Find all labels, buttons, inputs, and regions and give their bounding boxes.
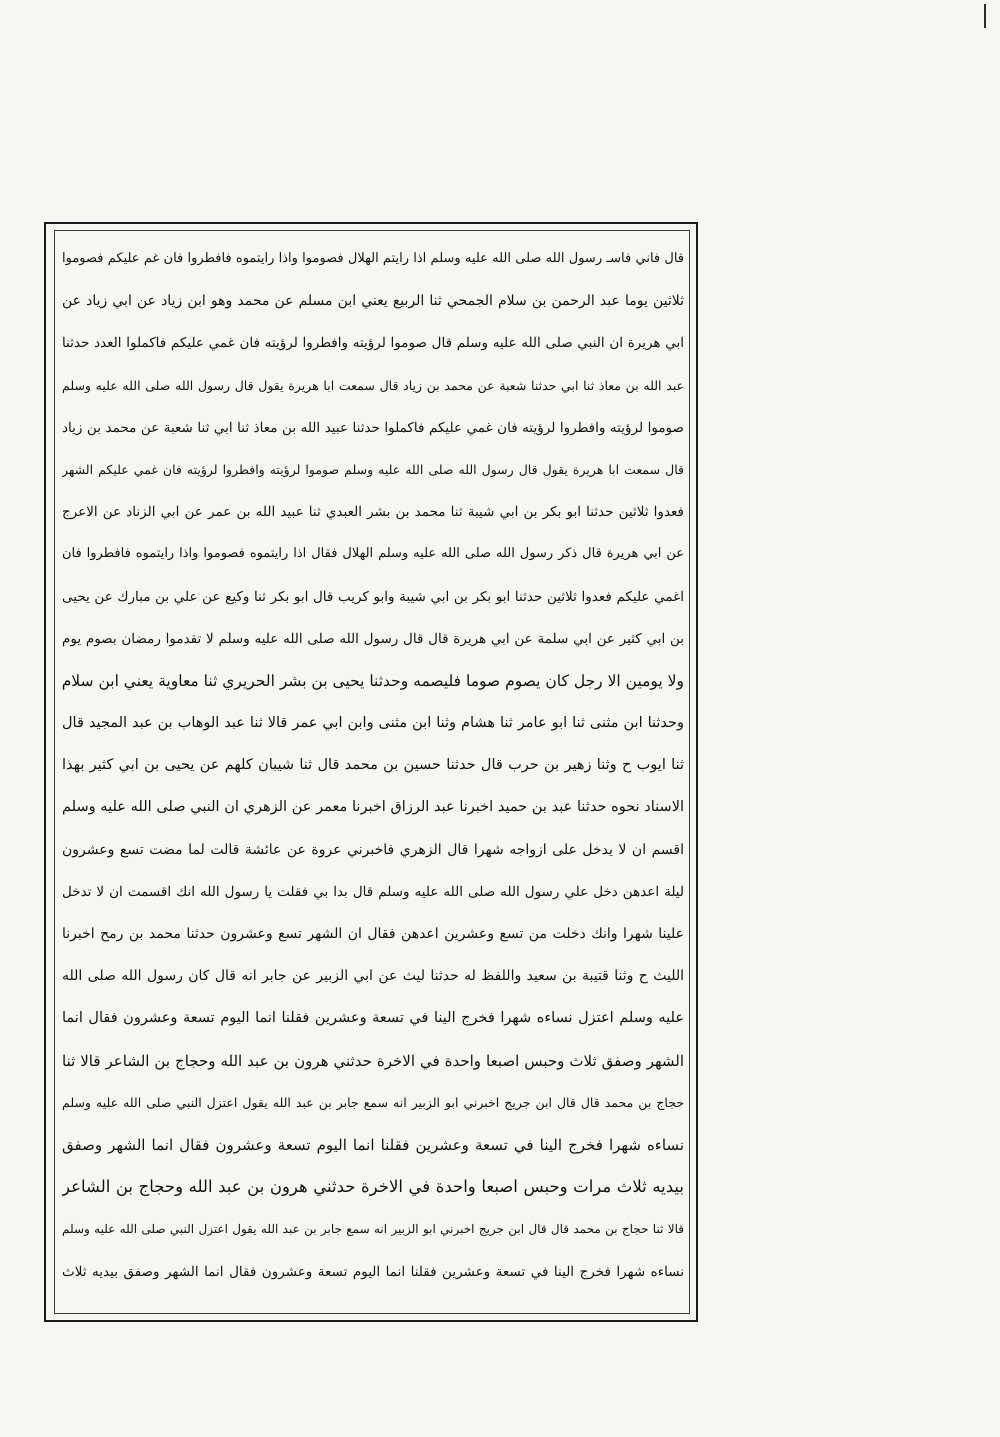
text-line-7: فعدوا ثلاثين حدثنا ابو بكر بن ابي شيبة ثنا محمد بن بشر العبدي ثنا عبيد الله بن عمر عن ابي الزناد عن الاعرج xyxy=(62,504,684,521)
text-line-3: ابي هريرة ان النبي صلى الله عليه وسلم قال صوموا لرؤيته وافطروا لرؤيته فان غمي عليكم فاكملوا العدد حدثنا xyxy=(62,335,684,352)
text-line-9: اغمي عليكم فعدوا ثلاثين حدثنا ابو بكر بن ابي شيبة وابو كريب قال ابو بكر ثنا وكيع عن علي بن مبارك عن يحيى xyxy=(62,588,684,605)
text-line-4: عبد الله بن معاذ ثنا ابي حدثنا شعبة عن محمد بن زياد قال سمعت ابا هريرة يقول قال رسول الله صلى الله عليه وسلم xyxy=(62,377,684,393)
text-line-1: قال فاني فاسـ رسول الله صلى الله عليه وسلم اذا رايتم الهلال فصوموا واذا رايتموه فافطروا فان غم عليكم فصوموا xyxy=(62,251,684,266)
text-line-23: بيديه ثلاث مرات وحبس اصبعا واحدة في الاخرة حدثني هرون بن عبد الله وحجاج بن الشاعر xyxy=(62,1177,684,1197)
text-line-21: حجاج بن محمد قال قال ابن جريج اخبرني ابو الزبير انه سمع جابر بن عبد الله يقول اعتزل النبي صلى الله عليه وسلم xyxy=(62,1094,684,1110)
text-line-11: ولا يومين الا رجل كان يصوم صوما فليصمه وحدثنا يحيى بن بشر الحريري ثنا معاوية يعني ابن سلام xyxy=(62,671,684,690)
text-line-15: اقسم ان لا يدخل على ازواجه شهرا قال الزهري فاخبرني عروة عن عائشة قالت لما مضت تسع وعشرون xyxy=(62,841,684,858)
text-line-2: ثلاثين يوما عبد الرحمن بن سلام الجمحي ثنا الربيع يعني ابن مسلم عن محمد وهو ابن زياد عن ابي زياد عن xyxy=(62,293,684,310)
text-line-24: قالا ثنا حجاج بن محمد قال قال ابن جريج اخبرني ابو الزبير انه سمع جابر بن عبد الله يقول اعتزل النبي صلى الله عليه وسلم xyxy=(62,1222,684,1237)
text-line-8: عن ابي هريرة قال ذكر رسول الله صلى الله عليه وسلم الهلال فقال اذا رايتموه فصوموا واذا رايتموه فافطروا فان xyxy=(62,546,684,562)
text-line-13: ثنا ايوب ح وثنا زهير بن حرب قال حدثنا حسين بن محمد قال ثنا شيبان كلهم عن يحيى بن ابي كثير بهذا xyxy=(62,757,684,774)
text-line-5: صوموا لرؤيته وافطروا لرؤيته فان غمي عليكم فاكملوا حدثنا عبيد الله بن معاذ ثنا ابي ثنا شعبة عن محمد بن زياد xyxy=(62,419,684,436)
text-line-19: عليه وسلم اعتزل نساءه شهرا فخرج الينا في تسعة وعشرين فقلنا انما اليوم تسعة وعشرون فقال انما xyxy=(62,1010,684,1027)
text-line-10: بن ابي كثير عن ابي سلمة عن ابي هريرة قال قال رسول الله صلى الله عليه وسلم لا تقدموا رمضان بصوم يوم xyxy=(62,630,684,647)
text-line-25: نساءه شهرا فخرج الينا في تسعة وعشرين فقلنا انما اليوم تسعة وعشرون فقال انما الشهر وصفق بيديه ثلاث xyxy=(62,1263,684,1280)
text-line-14: الاسناد نحوه حدثنا عبد بن حميد اخبرنا عبد الرزاق اخبرنا معمر عن الزهري ان النبي صلى الله عليه وسلم xyxy=(62,799,684,816)
text-line-16: ليلة اعدهن دخل علي رسول الله صلى الله عليه وسلم قال بدا بي فقلت يا رسول الله انك اقسمت ان لا تدخل xyxy=(62,883,684,900)
text-line-18: الليث ح وثنا قتيبة بن سعيد واللفظ له حدثنا ليث عن ابي الزبير عن جابر انه قال كان رسول الله صلى الله xyxy=(62,968,684,985)
text-line-12: وحدثنا ابن مثنى ثنا ابو عامر ثنا هشام وثنا ابن مثنى وابن ابي عمر قالا ثنا عبد الوهاب بن عبد المجيد قال xyxy=(62,715,684,732)
page-edge-mark xyxy=(974,4,986,28)
text-line-6: قال سمعت ابا هريرة يقول قال رسول الله صلى الله عليه وسلم صوموا لرؤيته وافطروا لرؤيته فان غمي عليكم الشهر xyxy=(62,461,684,477)
text-line-22: نساءه شهرا فخرج الينا في تسعة وعشرين فقلنا انما اليوم تسعة وعشرون فقال انما الشهر وصفق xyxy=(62,1135,684,1154)
manuscript-text-block xyxy=(62,238,684,1306)
text-line-20: الشهر وصفق ثلاث وحبس اصبعا واحدة في الاخرة حدثني هرون بن عبد الله وحجاج بن الشاعر قالا ثنا xyxy=(62,1051,684,1070)
text-line-17: علينا شهرا وانك دخلت من تسع وعشرين اعدهن فقال ان الشهر تسع وعشرون حدثنا محمد بن رمح اخبرنا xyxy=(62,926,684,942)
